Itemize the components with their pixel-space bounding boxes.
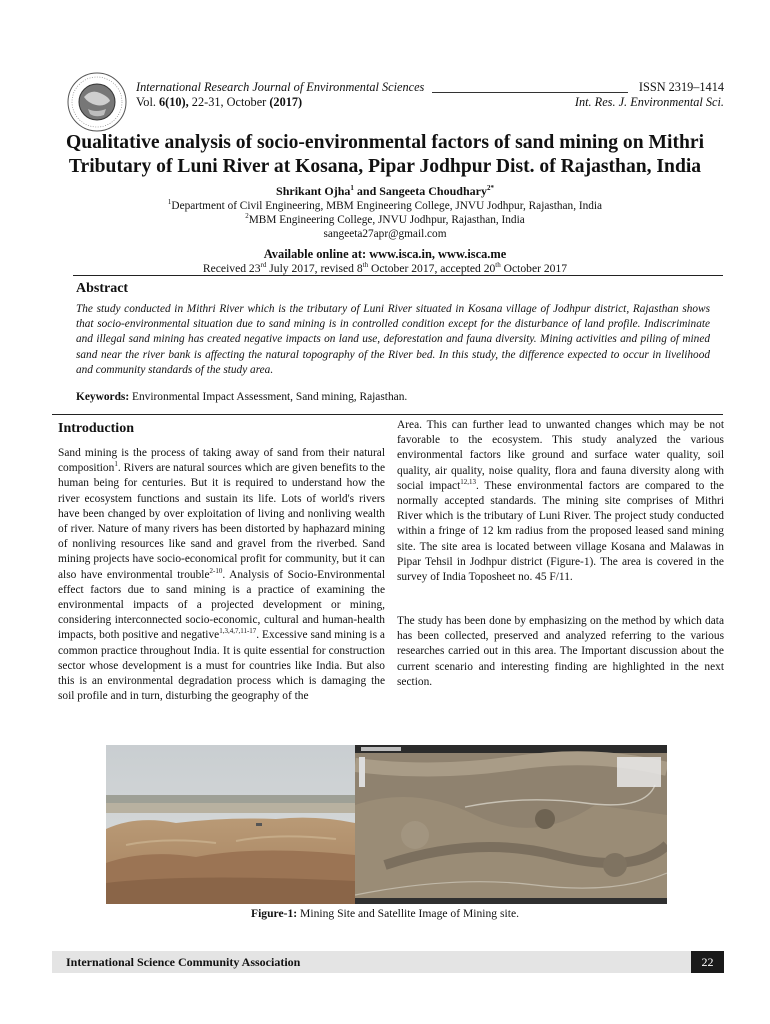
- page-number: 22: [691, 951, 724, 973]
- keywords-label: Keywords:: [76, 391, 130, 403]
- author-1-sup: 1: [350, 184, 354, 192]
- affiliation-1: [50, 199, 720, 213]
- received-dates: [50, 262, 720, 276]
- intro-text-3: . Analysis of Socio-Environmental effect factors due to sand mining is a practice of examining the environmental impacts of a projected development or mining, considering interconnected socio-economic, cultural and human-health impacts, both positive and negative: [58, 568, 385, 642]
- divider-top: [73, 275, 723, 276]
- intro-text-2: . Rivers are natural sources which are given benefits to the human being for centuries. But it is required to understand how the river ecosystem functions and sustain its life. Lots of world's rivers have been changed by over exploitation of living and nonliving wealth of river. Nature of many rivers has been distorted by haphazard mining of nonliving resources like sand and gravel from the riverbed. Sand mining projects have socio-economical profit for community, but it can also have environmental trouble: [58, 462, 385, 581]
- header-underline: [432, 92, 628, 93]
- title-line-2: Tributary of Luni River at Kosana, Pipar Jodhpur Dist. of Rajasthan, India: [68, 156, 702, 177]
- affiliation-2: [50, 213, 720, 227]
- received-s1: rd: [260, 261, 267, 270]
- keywords-text: Environmental Impact Assessment, Sand mining, Rajasthan.: [129, 391, 408, 403]
- author-2: and Sangeeta Choudhary: [353, 184, 487, 198]
- received-p1: Received 23: [202, 262, 261, 275]
- divider-bottom: [52, 414, 723, 415]
- intro-text-6: . These environmental factors are compared to the normally accepted standards. The mining site comprises of Mithri River which is the tributary of Luni River. The project study conducted within a fringe of 12 km radius from the proposed leased sand mining site. The site area is located between village Kosana and Malawas in Pipar Tehsil in Jodhpur district (Figure-1). The area is covered in the survey of India Toposheet no. 45 F/11.: [397, 479, 724, 584]
- cite-2: 2-10: [209, 566, 223, 575]
- footer-org: International Science Community Association: [66, 955, 301, 969]
- figure-caption: [50, 907, 720, 920]
- journal-name: International Research Journal of Environmental Sciences: [136, 80, 425, 94]
- figure-label: Figure-1:: [250, 907, 298, 920]
- cite-3: 1,3,4,7,11-17: [219, 627, 257, 636]
- received-p3: October 2017, accepted 20: [368, 262, 496, 275]
- authors: [50, 184, 720, 198]
- vol-number: 6(10),: [159, 95, 189, 109]
- intro-text-5: Area. This can further lead to unwanted changes which may be not favorable to the ecosystem. This study analyzed the various environmental factors like ground and surface water quality, soil quality, air quality, noise quality, flora and fauna diversity along with social impact: [397, 419, 724, 492]
- title-line-1: Qualitative analysis of socio-environmental factors of sand mining on Mithri: [65, 132, 705, 153]
- received-p4: October 2017: [500, 262, 568, 275]
- available-online: Available online at: www.isca.in, www.isca.me: [263, 247, 507, 261]
- author-1: Shrikant Ojha: [276, 184, 351, 198]
- intro-text-1: Sand mining is the process of taking away of sand from their natural composition: [58, 447, 385, 475]
- aff1-text: Department of Civil Engineering, MBM Engineering College, JNVU Jodhpur, Rajasthan, India: [171, 200, 603, 212]
- issn-text: ISSN 2319–1414: [638, 80, 724, 94]
- intro-right-column: [397, 418, 724, 585]
- intro-paragraph-2: The study has been done by emphasizing on the method by which data has been collected, preserved and analyzed referring to the various researches carried out in this area. The Important discussion about the current scenario and interesting finding are highlighted in the next section.: [397, 615, 724, 688]
- intro-text-4: . Excessive sand mining is a common practice throughout India. It is quite essential for construction sector whose development is a must for countries like India. But also this is an environmental degradation process which is damaging the soil profile and in turn, disturbing the geography of the: [58, 629, 385, 703]
- received-s2: th: [362, 261, 369, 270]
- satellite-image: [355, 745, 667, 904]
- received-p2: July 2017, revised 8: [266, 262, 363, 275]
- figure-caption-text: Mining Site and Satellite Image of Mining site.: [297, 907, 520, 920]
- vol-year: (2017): [269, 95, 303, 109]
- abstract-text: The study conducted in Mithri River which is the tributary of Luni River situated in Kosana village of Jodhpur district, Rajasthan shows that socio-environmental situation due to sand mining is in controlled condition except for the disturbance of land profile. Indiscriminate and illegal sand mining has created negative impacts on land use, deforestation and fauna diversity. Mining activities and piling of mined sand near the river bank is affecting the natural topography of the River bed. In this study, the difference expected to occur in livelihood and community standards of the study area.: [76, 303, 710, 376]
- vol-prefix: Vol.: [136, 95, 160, 109]
- aff1-sup: 1: [167, 198, 172, 207]
- paper-title: [50, 131, 720, 179]
- aff2-text: MBM Engineering College, JNVU Jodhpur, Rajasthan, India: [248, 214, 525, 226]
- journal-logo: [66, 71, 128, 133]
- cite-4: 12,13: [460, 478, 476, 487]
- received-s3: th: [495, 261, 501, 270]
- author-email[interactable]: sangeeta27apr@gmail.com: [323, 228, 447, 240]
- aff2-sup: 2: [245, 212, 249, 221]
- journal-abbrev: Int. Res. J. Environmental Sci.: [574, 95, 724, 109]
- author-2-sup: 2*: [486, 184, 494, 192]
- intro-left-column: [58, 446, 385, 704]
- mining-site-photo: [106, 745, 355, 904]
- keywords: [76, 391, 716, 403]
- vol-pages: 22-31, October: [188, 95, 270, 109]
- abstract-heading: Abstract: [76, 281, 129, 296]
- intro-heading: Introduction: [58, 421, 134, 436]
- volume-info: [136, 95, 302, 110]
- cite-1: 1: [114, 460, 118, 469]
